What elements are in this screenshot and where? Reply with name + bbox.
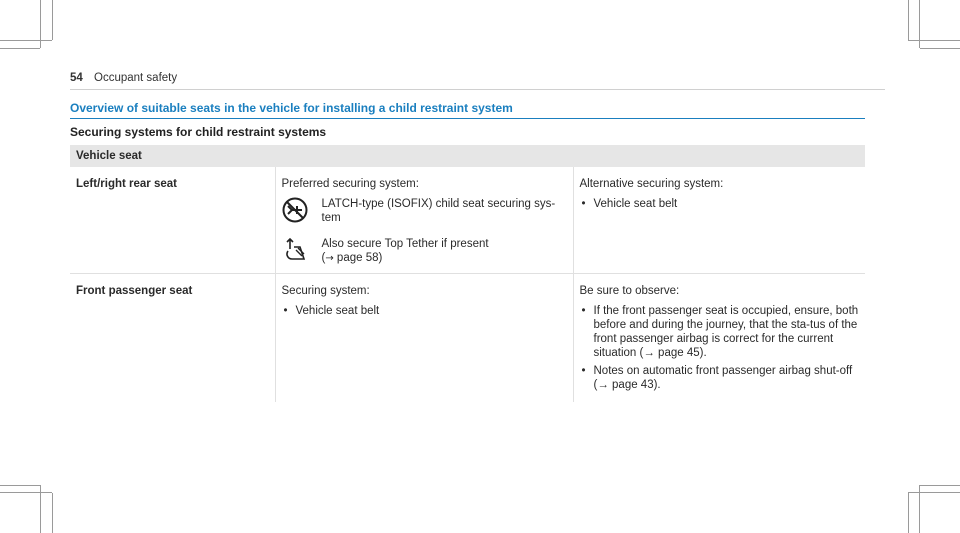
alternative-title: Alternative securing system: bbox=[579, 178, 724, 190]
preferred-title: Preferred securing system: bbox=[281, 178, 419, 190]
section-title: Overview of suitable seats in the vehicle for installing a child restraint system bbox=[70, 101, 513, 115]
table-row bbox=[70, 274, 865, 403]
crop-mark bbox=[908, 0, 909, 40]
table-row bbox=[70, 167, 865, 274]
row-label: Left/right rear seat bbox=[76, 178, 177, 190]
crop-mark bbox=[0, 485, 40, 486]
crop-mark bbox=[908, 40, 960, 41]
table-header: Vehicle seat bbox=[70, 145, 865, 167]
crop-mark bbox=[920, 485, 960, 486]
section-divider bbox=[70, 118, 865, 119]
crop-mark bbox=[52, 0, 53, 40]
list-item: • Notes on automatic front passenger airbag shut-off (→ page 43). bbox=[580, 364, 860, 392]
header-divider bbox=[70, 89, 885, 90]
securing-list bbox=[282, 304, 567, 318]
crop-mark bbox=[0, 48, 40, 49]
row-label: Front passenger seat bbox=[76, 285, 193, 297]
observe-list bbox=[580, 304, 860, 392]
arrow-icon: → bbox=[325, 253, 334, 264]
isofix-icon bbox=[282, 197, 308, 223]
subtitle: Securing systems for child restraint systems bbox=[70, 125, 327, 139]
ref-text: page 58) bbox=[333, 252, 383, 264]
crop-mark bbox=[0, 492, 52, 493]
list-item bbox=[282, 197, 567, 225]
crop-mark bbox=[920, 48, 960, 49]
crop-mark bbox=[908, 492, 960, 493]
page-header bbox=[70, 72, 177, 84]
alternative-list bbox=[580, 197, 860, 211]
crop-mark bbox=[0, 40, 52, 41]
list-item: • Vehicle seat belt bbox=[580, 197, 860, 211]
crop-mark bbox=[52, 493, 53, 533]
seats-table bbox=[70, 145, 865, 402]
list-item: • Vehicle seat belt bbox=[282, 304, 567, 318]
list-item bbox=[282, 237, 567, 266]
securing-title: Securing system: bbox=[281, 285, 370, 297]
page-number: 54 bbox=[70, 72, 83, 84]
list-item: • If the front passenger seat is occupied, ensure, both before and during the journey, that the sta-tus of the front passenger airbag is correct for the current situation (→ page 45). bbox=[580, 304, 860, 360]
page-reference[interactable] bbox=[322, 251, 489, 266]
list-item-text: LATCH-type (ISOFIX) child seat securing sys-tem bbox=[321, 198, 556, 224]
list-item-text: Also secure Top Tether if present bbox=[321, 238, 489, 250]
chapter-title: Occupant safety bbox=[94, 72, 178, 84]
top-tether-icon bbox=[282, 237, 308, 263]
ref-prefix: ( bbox=[321, 252, 326, 264]
crop-mark bbox=[908, 493, 909, 533]
observe-title: Be sure to observe: bbox=[579, 285, 680, 297]
